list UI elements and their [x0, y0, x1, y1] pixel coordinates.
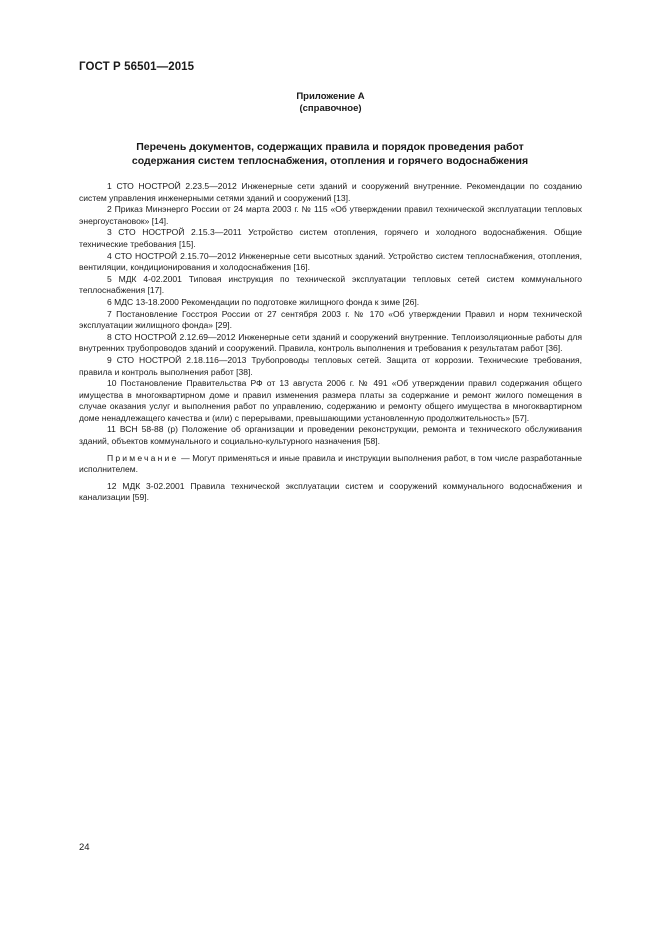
list-item: 7 Постановление Госстроя России от 27 сентября 2003 г. № 170 «Об утверждении Правил и норм технической эксплуатации жилищного фонда» [29].: [79, 308, 582, 331]
note: [79, 453, 582, 476]
note-text: — Могут применяться и иные правила и инструкции выполнения работ, в том числе разработанные исполнителем.: [79, 452, 582, 475]
list-item: 3 СТО НОСТРОЙ 2.15.3—2011 Устройство систем отопления, горячего и холодного водоснабжения. Общие технические требования [15].: [79, 227, 582, 249]
document-number: ГОСТ Р 56501—2015: [79, 61, 195, 73]
appendix-title: Приложение А: [296, 91, 365, 102]
appendix-subtitle: (справочное): [299, 103, 362, 114]
list-item: 4 СТО НОСТРОЙ 2.15.70—2012 Инженерные сети высотных зданий. Устройство систем теплоснабжения, отопления, вентиляции, кондиционирования и холодоснабжения [16].: [79, 250, 582, 273]
list-title-line-1: Перечень документов, содержащих правила и порядок проведения работ: [136, 141, 524, 153]
list-item: 8 СТО НОСТРОЙ 2.12.69—2012 Инженерные сети зданий и сооружений внутренние. Теплоизоляционные работы для внутренних трубопроводов зданий и сооружений. Правила, контроль выполнения и требования к результатам работ [36].: [79, 331, 582, 354]
list-item: 9 СТО НОСТРОЙ 2.18.116—2013 Трубопроводы тепловых сетей. Защита от коррозии. Технические требования, правила и контроль выполнения работ [38].: [79, 354, 582, 377]
appendix-heading: [0, 91, 661, 115]
list-item: 10 Постановление Правительства РФ от 13 августа 2006 г. № 491 «Об утверждении правил содержания общего имущества в многоквартирном доме и правил изменения размера платы за содержание и ремонт жилого помещения в случае оказания услуг и выполнения работ по управлению, содержанию и ремонту общего имущества в многоквартирном доме ненадлежащего качества и (или) с перерывами, превышающими установленную продолжительность» [57].: [79, 378, 582, 423]
list-item: 11 ВСН 58-88 (р) Положение об организации и проведении реконструкции, ремонта и технического обслуживания зданий, объектов коммунального и социально-культурного назначения [58].: [79, 424, 582, 447]
document-list: [79, 181, 582, 504]
list-item: 5 МДК 4-02.2001 Типовая инструкция по технической эксплуатации тепловых сетей систем коммунального теплоснабжения [17].: [79, 273, 582, 296]
list-title: [100, 140, 560, 168]
list-item: 6 МДС 13-18.2000 Рекомендации по подготовке жилищного фонда к зиме [26].: [107, 296, 420, 307]
note-label: Примечание: [107, 452, 179, 463]
list-item: 1 СТО НОСТРОЙ 2.23.5—2012 Инженерные сети зданий и сооружений внутренние. Рекомендации по созданию систем управления инженерными сетями зданий и сооружений [13].: [79, 181, 582, 203]
list-title-line-2: содержания систем теплоснабжения, отопления и горячего водоснабжения: [131, 155, 529, 167]
list-item: 2 Приказ Минэнерго России от 24 марта 2003 г. № 115 «Об утверждении правил технической эксплуатации тепловых энергоустановок» [14].: [79, 204, 582, 226]
page-number: 24: [79, 842, 90, 853]
list-item: 12 МДК 3-02.2001 Правила технической эксплуатации систем и сооружений коммунального водоснабжения и канализации [59].: [79, 480, 582, 503]
